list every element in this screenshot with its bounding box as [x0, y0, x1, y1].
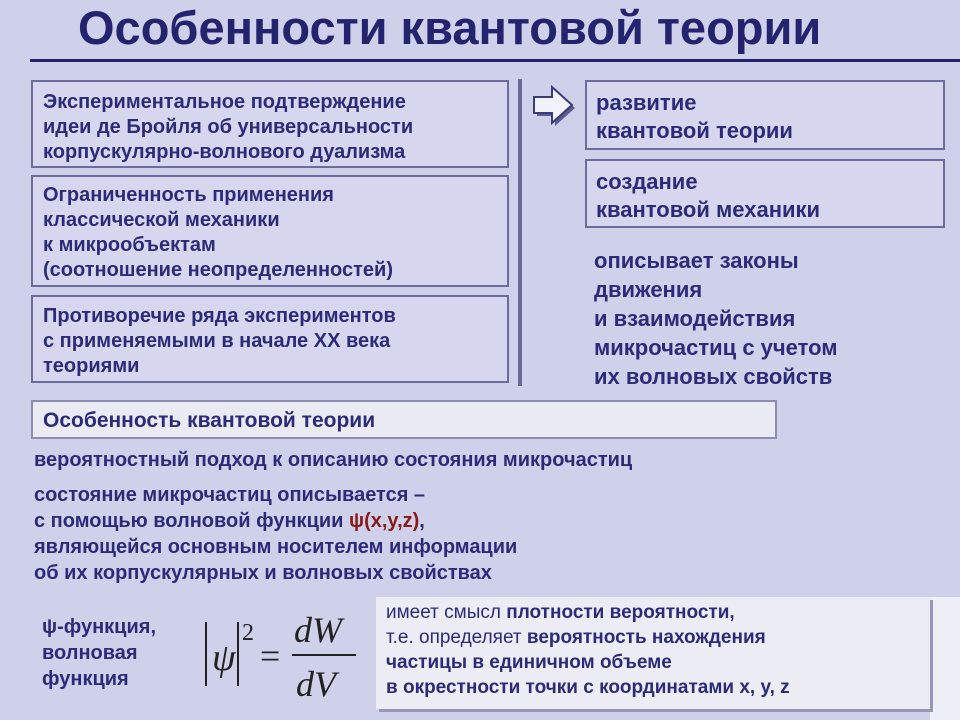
title-underline [30, 59, 960, 62]
meaning-bold: вероятность нахождения [526, 627, 766, 648]
box-quantum-theory-development [585, 80, 945, 150]
box-classical-limitations [31, 175, 509, 287]
state-line-suffix: , [419, 510, 425, 532]
box-line: с применяемыми в начале XX века [43, 330, 391, 352]
meaning-line: частицы в единичном объеме [386, 652, 672, 673]
meaning-plain: имеет смысл [386, 602, 507, 623]
state-line: об их корпускулярных и волновых свойствах [34, 562, 492, 584]
box-experimental-confirmation [31, 80, 509, 168]
meaning-bold: плотности вероятности, [506, 602, 735, 623]
psi-function-label [42, 614, 156, 692]
probability-meaning-box [376, 597, 930, 709]
box-line: Противоречие ряда экспериментов [43, 305, 396, 327]
description-line: движения [594, 277, 703, 302]
meaning-line [386, 600, 920, 625]
description-line: описывает законы [594, 248, 799, 273]
quantum-mechanics-description [594, 246, 954, 391]
psi-label-line: ψ-функция, [42, 616, 156, 638]
psi-label-line: волновая [42, 642, 138, 664]
box-line: к микрообъектам [43, 234, 216, 256]
meaning-plain: т.е. определяет [386, 627, 527, 648]
formula-denominator: dV [296, 664, 336, 704]
box-line: квантовой механики [596, 197, 821, 222]
box-line: развитие [596, 90, 697, 115]
state-description [34, 482, 517, 586]
wave-function-symbol: ψ(x,y,z) [349, 510, 420, 532]
meaning-line [386, 625, 920, 650]
probability-density-formula [198, 606, 368, 710]
box-line: Ограниченность применения [43, 184, 334, 206]
feature-heading: Особенность квантовой теории [31, 400, 777, 439]
formula-equals: = [260, 636, 281, 676]
box-line: корпускулярно-волнового дуализма [43, 141, 406, 163]
formula-exponent: 2 [242, 620, 254, 646]
box-line: (соотношение неопределенностей) [43, 259, 393, 281]
description-line: их волновых свойств [594, 364, 833, 389]
box-line: Экспериментальное подтверждение [43, 91, 406, 113]
box-quantum-mechanics-creation [585, 159, 945, 228]
meaning-line: в окрестности точки с координатами x, y, z [386, 677, 790, 698]
formula-psi: ψ [212, 637, 236, 679]
box-line: квантовой теории [596, 118, 793, 143]
right-arrow-icon [533, 84, 579, 128]
state-line: являющейся основным носителем информации [34, 536, 518, 558]
description-line: и взаимодействия [594, 306, 796, 331]
state-line [34, 508, 517, 534]
psi-label-line: функция [42, 668, 129, 690]
state-line-prefix: с помощью волновой функции [34, 510, 350, 532]
state-line: состояние микрочастиц описывается – [34, 484, 426, 506]
description-line: микрочастиц с учетом [594, 335, 838, 360]
vertical-divider [518, 79, 522, 386]
box-line: идеи де Бройля об универсальности [43, 116, 414, 138]
formula-numerator: dW [294, 610, 342, 650]
decorative-strip [930, 597, 960, 720]
box-line: теориями [43, 355, 140, 377]
box-line: классической механики [43, 209, 280, 231]
probabilistic-approach-text: вероятностный подход к описанию состояния микрочастиц [34, 449, 633, 471]
page-title: Особенности квантовой теории [78, 1, 822, 54]
box-experimental-contradiction [31, 295, 509, 383]
box-line: создание [596, 169, 698, 194]
